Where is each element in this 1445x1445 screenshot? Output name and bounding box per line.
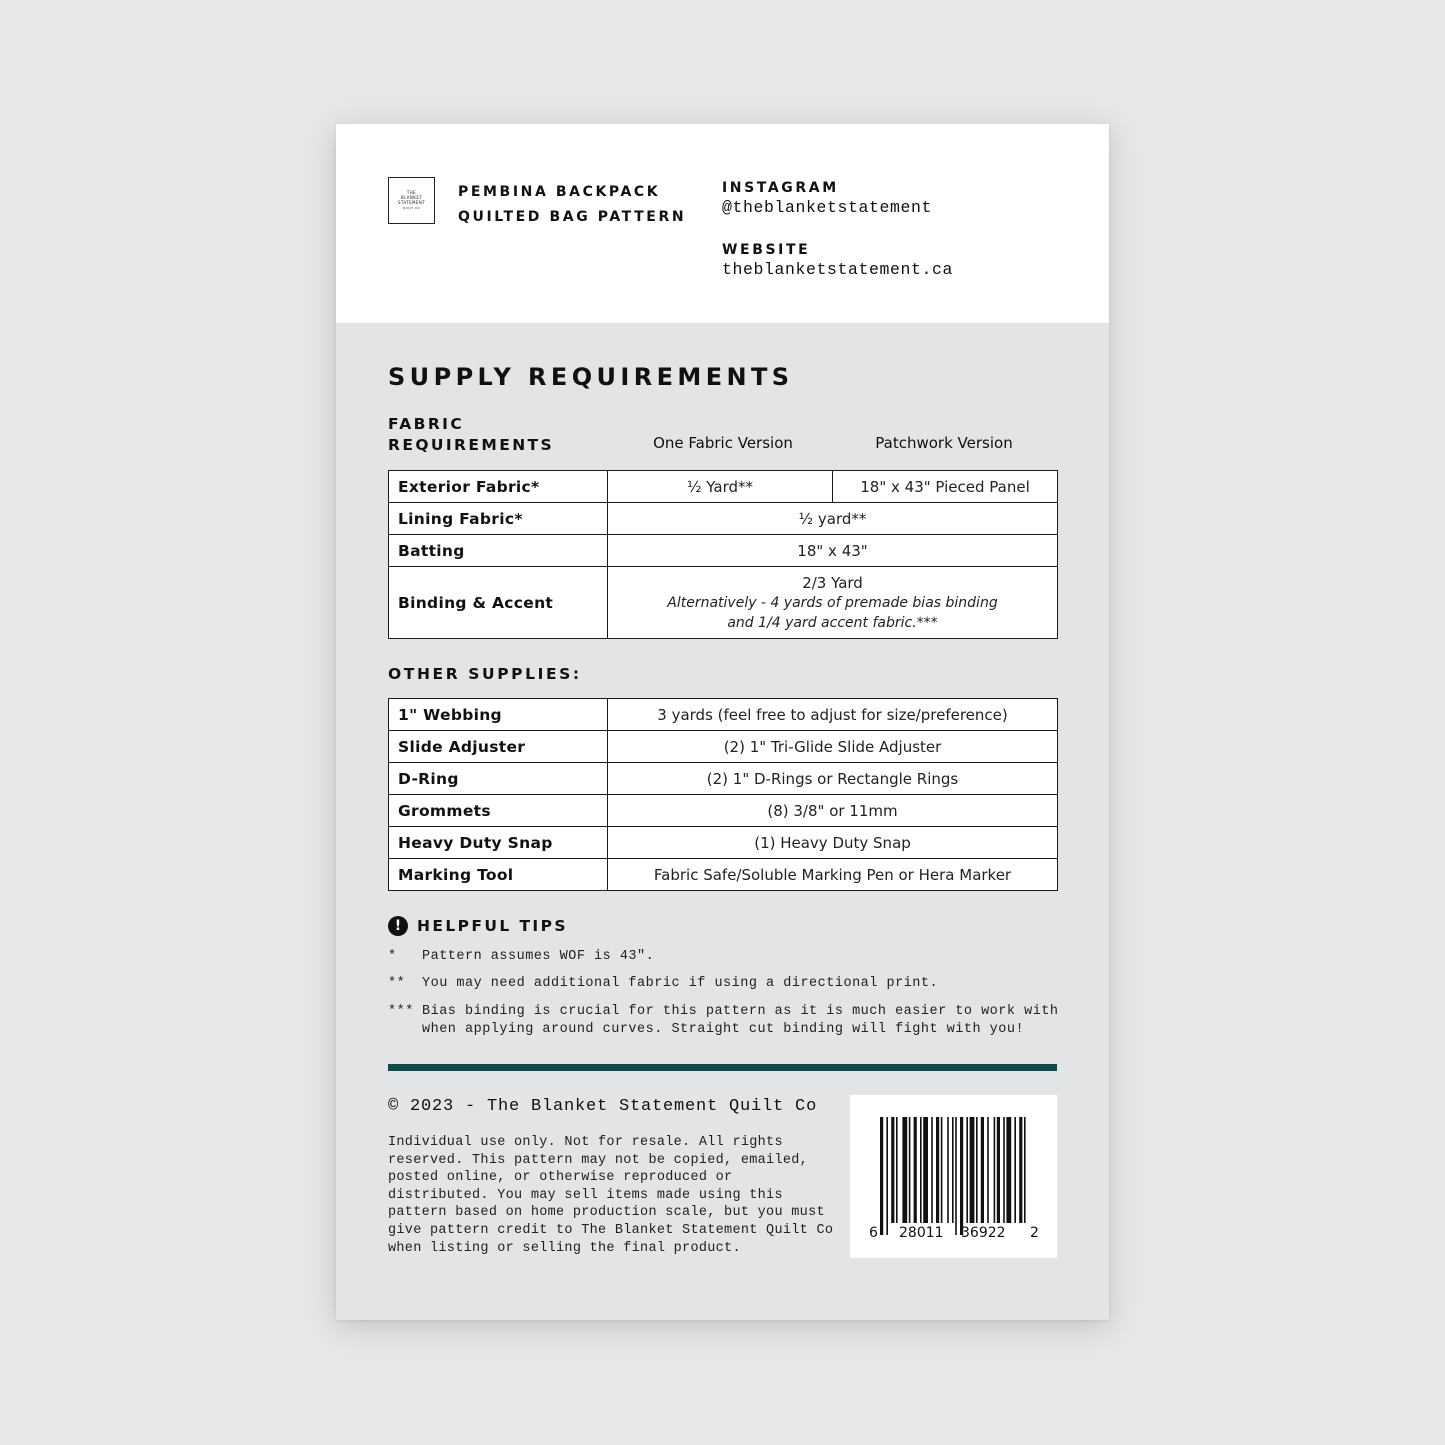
row-value-patchwork: 18" x 43" Pieced Panel [833,471,1058,503]
barcode-bar [955,1117,957,1235]
barcode-bar [970,1117,975,1223]
tip-marker: * [388,949,397,964]
row-label: Slide Adjuster [389,731,608,763]
barcode-bar [936,1117,939,1223]
barcode-bar [1014,1117,1016,1223]
table-row [389,535,1058,567]
barcode-bars [850,1095,1057,1258]
barcode-bar [1006,1117,1011,1223]
barcode-bar [886,1117,888,1235]
row-value: Fabric Safe/Soluble Marking Pen or Hera Marker [608,859,1058,891]
supply-requirements-heading: SUPPLY REQUIREMENTS [388,363,794,391]
tip-marker: *** [388,1004,414,1019]
table-row [389,827,1058,859]
binding-note-line-2: and 1/4 yard accent fabric.*** [727,614,938,631]
barcode-bar [997,1117,1000,1223]
row-value: (1) Heavy Duty Snap [608,827,1058,859]
table-row [389,795,1058,827]
website-url: theblanketstatement.ca [722,260,954,279]
barcode-digits-right: 36922 [961,1225,1006,1241]
title-line-2: QUILTED BAG PATTERN [458,209,687,225]
table-row [389,731,1058,763]
binding-amount: 2/3 Yard [802,573,863,592]
row-value: (2) 1" D-Rings or Rectangle Rings [608,763,1058,795]
fabric-requirements-table [388,470,1058,639]
row-label: D-Ring [389,763,608,795]
contact-info [722,179,953,303]
barcode-bar [947,1117,949,1223]
tip-text: Pattern assumes WOF is 43". [422,949,655,964]
row-label: Grommets [389,795,608,827]
table-row [389,699,1058,731]
table-row [389,503,1058,535]
barcode [850,1095,1057,1258]
row-value: (2) 1" Tri-Glide Slide Adjuster [608,731,1058,763]
barcode-bar [909,1117,911,1223]
barcode-bar [920,1117,922,1223]
row-value: 3 yards (feel free to adjust for size/preference) [608,699,1058,731]
pattern-card [336,124,1109,1320]
barcode-bar [902,1117,907,1223]
barcode-bar [987,1117,989,1223]
tip-item [388,948,1062,966]
barcode-bar [976,1117,978,1223]
title-line-1: PEMBINA BACKPACK [458,184,661,200]
barcode-bar [941,1117,943,1223]
exclamation-circle-icon: ! [388,916,408,936]
brand-logo [388,177,435,224]
barcode-bar [914,1117,917,1223]
logo-line-2: BLANKET [400,194,423,200]
binding-note-line-1: Alternatively - 4 yards of premade bias binding [667,594,998,611]
tip-item [388,975,1062,993]
logo-line-1: THE [406,189,417,195]
legal-notice: Individual use only. Not for resale. All rights reserved. This pattern may not be copied, emailed, posted online, or otherwise reproduced or distributed. You may sell items made using this pattern based on home production scale, but you must give pattern credit to The Blanket Statement Quilt Co when listing or selling the final product. [388,1135,834,1256]
accent-divider [388,1064,1057,1071]
table-row [389,471,1058,503]
row-value: ½ yard** [608,503,1058,535]
fabric-heading-line-2: REQUIREMENTS [388,436,555,454]
barcode-bar [931,1117,933,1223]
column-header-one-fabric: One Fabric Version [653,434,793,452]
table-row [389,763,1058,795]
barcode-bar [891,1117,894,1223]
barcode-digit-check: 2 [1030,1225,1039,1241]
instagram-label: INSTAGRAM [722,180,839,196]
table-row [389,859,1058,891]
tip-text: You may need additional fabric if using a directional print. [422,976,939,991]
other-supplies-table [388,698,1058,891]
helpful-tips-heading [388,916,568,936]
website-label: WEBSITE [722,242,811,258]
barcode-bar [960,1117,963,1235]
barcode-bar [1024,1117,1026,1223]
row-value: (8) 3/8" or 11mm [608,795,1058,827]
barcode-bar [1019,1117,1022,1223]
barcode-bar [923,1117,928,1223]
barcode-bar [880,1117,883,1235]
fabric-heading-line-1: FABRIC [388,415,465,433]
tip-item [388,1003,1062,1038]
barcode-bar [981,1117,984,1223]
row-label: Heavy Duty Snap [389,827,608,859]
barcode-digit-first: 6 [869,1225,878,1241]
logo-line-3: STATEMENT [397,200,426,205]
instagram-handle: @theblanketstatement [722,198,933,217]
row-label: Exterior Fabric* [389,471,608,503]
row-value: 18" x 43" [608,535,1058,567]
barcode-bar [966,1117,968,1223]
tip-marker: ** [388,976,406,991]
row-value [608,567,1058,639]
barcode-bar [896,1117,898,1223]
column-header-patchwork: Patchwork Version [875,434,1013,452]
other-supplies-heading: OTHER SUPPLIES: [388,665,582,683]
row-label: Marking Tool [389,859,608,891]
barcode-bar [952,1117,954,1223]
tip-text: Bias binding is crucial for this pattern as it is much easier to work with when applying around curves. Straight cut binding will fight with you! [422,1004,1059,1037]
table-row [389,567,1058,639]
pattern-title [458,180,686,230]
copyright-line: © 2023 - The Blanket Statement Quilt Co [388,1097,818,1116]
row-label: Lining Fabric* [389,503,608,535]
card-header [336,124,1109,323]
logo-sub: QUILT CO [402,206,421,211]
row-label: 1" Webbing [389,699,608,731]
barcode-bar [1003,1117,1005,1223]
row-label: Batting [389,535,608,567]
helpful-tips-label: HELPFUL TIPS [417,917,568,935]
barcode-digits-left: 28011 [899,1225,944,1241]
fabric-requirements-heading [388,414,554,456]
row-label: Binding & Accent [389,567,608,639]
row-value-one-fabric: ½ Yard** [608,471,833,503]
barcode-bar [994,1117,996,1223]
